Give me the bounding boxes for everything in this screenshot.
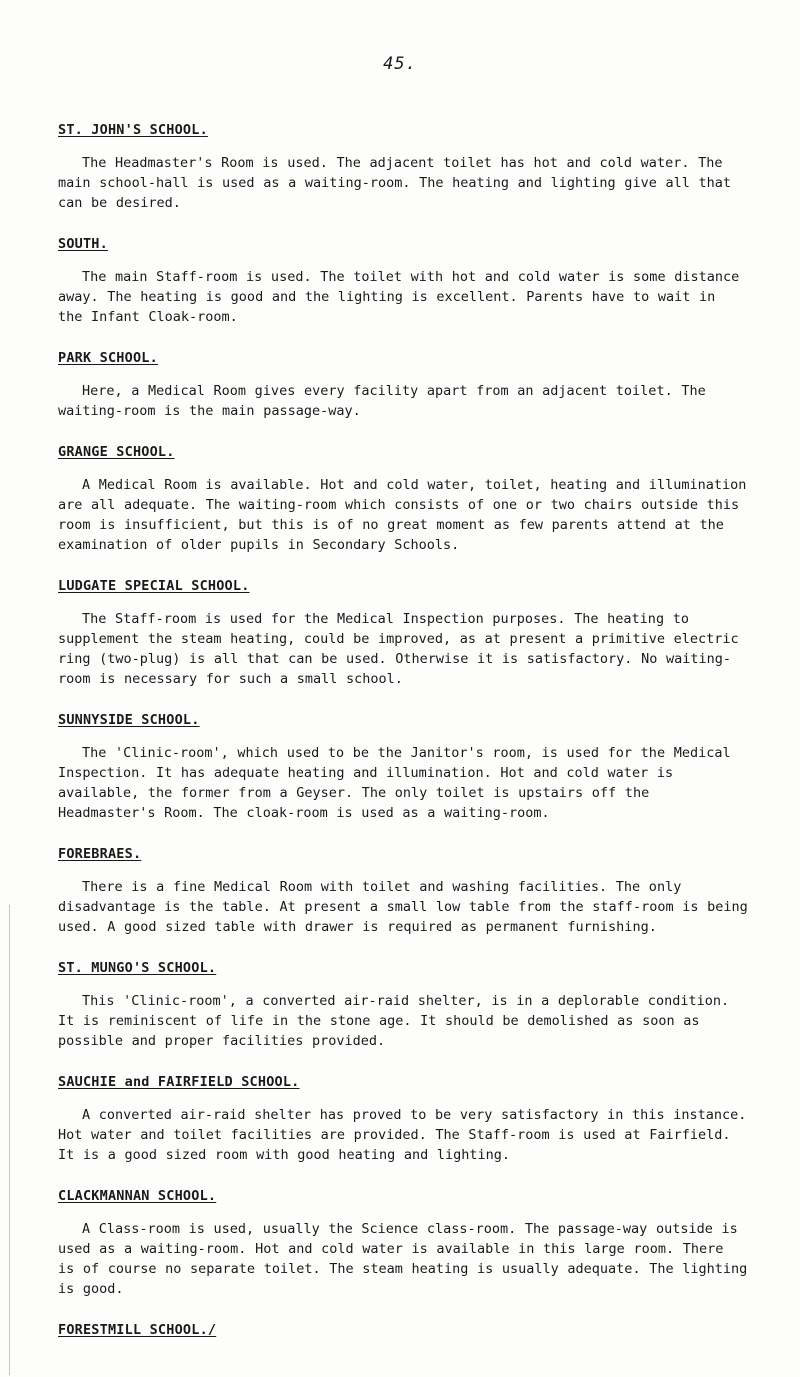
section-heading: PARK SCHOOL. bbox=[58, 350, 158, 366]
section-heading: ST. MUNGO'S SCHOOL. bbox=[58, 960, 217, 976]
section-heading: ST. JOHN'S SCHOOL. bbox=[58, 122, 208, 138]
section-text: A Class-room is used, usually the Science class-room. The passage-way outside is used as a waiting-room. Hot and cold water is available in this large room. There is of course no separate toilet. The steam heating is usually adequate. The lighting is good. bbox=[58, 1221, 748, 1297]
section-clackmannan-school bbox=[58, 1186, 748, 1299]
scan-margin-line bbox=[9, 905, 10, 1375]
section-heading: GRANGE SCHOOL. bbox=[58, 444, 175, 460]
section-heading: FOREBRAES. bbox=[58, 846, 142, 862]
section-ludgate-special-school bbox=[58, 576, 748, 689]
section-heading: SOUTH. bbox=[58, 236, 108, 252]
section-heading: SUNNYSIDE SCHOOL. bbox=[58, 712, 200, 728]
section-text: The Headmaster's Room is used. The adjacent toilet has hot and cold water. The main school-hall is used as a waiting-room. The heating and lighting give all that can be desired. bbox=[58, 155, 731, 211]
section-south bbox=[58, 234, 748, 327]
section-sauchie-and-fairfield-school bbox=[58, 1072, 748, 1165]
section-text: The 'Clinic-room', which used to be the Janitor's room, is used for the Medical Inspection. It has adequate heating and illumination. Hot and cold water is available, the former from a Geyser. The only toilet is upstairs off the Headmaster's Room. The cloak-room is used as a waiting-room. bbox=[58, 745, 731, 821]
section-heading: SAUCHIE and FAIRFIELD SCHOOL. bbox=[58, 1074, 300, 1090]
section-text: Here, a Medical Room gives every facility apart from an adjacent toilet. The waiting-room is the main passage-way. bbox=[58, 383, 706, 419]
section-text: There is a fine Medical Room with toilet and washing facilities. The only disadvantage is the table. At present a small low table from the staff-room is being used. A good sized table with drawer is required as permanent furnishing. bbox=[58, 879, 748, 935]
section-heading: LUDGATE SPECIAL SCHOOL. bbox=[58, 578, 250, 594]
section-forebraes bbox=[58, 844, 748, 937]
report-body bbox=[58, 120, 748, 1361]
section-heading: FORESTMILL SCHOOL./ bbox=[58, 1322, 217, 1338]
section-text: This 'Clinic-room', a converted air-raid shelter, is in a deplorable condition. It is reminiscent of life in the stone age. It should be demolished as soon as possible and proper facilities provided. bbox=[58, 993, 730, 1049]
section-sunnyside-school bbox=[58, 710, 748, 823]
section-text: A Medical Room is available. Hot and cold water, toilet, heating and illumination are all adequate. The waiting-room which consists of one or two chairs outside this room is insufficient, but this is of no great moment as few parents attend at the examination of older pupils in Secondary Schools. bbox=[58, 477, 747, 553]
section-forestmill-school bbox=[58, 1320, 748, 1340]
section-text: The Staff-room is used for the Medical Inspection purposes. The heating to supplement the steam heating, could be improved, as at present a primitive electric ring (two-plug) is all that can be used. Otherwise it is satisfactory. No waiting-room is necessary for such a small school. bbox=[58, 611, 739, 687]
section-park-school bbox=[58, 348, 748, 421]
section-grange-school bbox=[58, 442, 748, 555]
section-heading: CLACKMANNAN SCHOOL. bbox=[58, 1188, 217, 1204]
page-number: 45. bbox=[383, 54, 417, 74]
section-st-mungos-school bbox=[58, 958, 748, 1051]
section-st-johns-school bbox=[58, 120, 748, 213]
section-text: The main Staff-room is used. The toilet with hot and cold water is some distance away. The heating is good and the lighting is excellent. Parents have to wait in the Infant Cloak-room. bbox=[58, 269, 740, 325]
section-text: A converted air-raid shelter has proved to be very satisfactory in this instance. Hot water and toilet facilities are provided. The Staff-room is used at Fairfield. It is a good sized room with good heating and lighting. bbox=[58, 1107, 747, 1163]
